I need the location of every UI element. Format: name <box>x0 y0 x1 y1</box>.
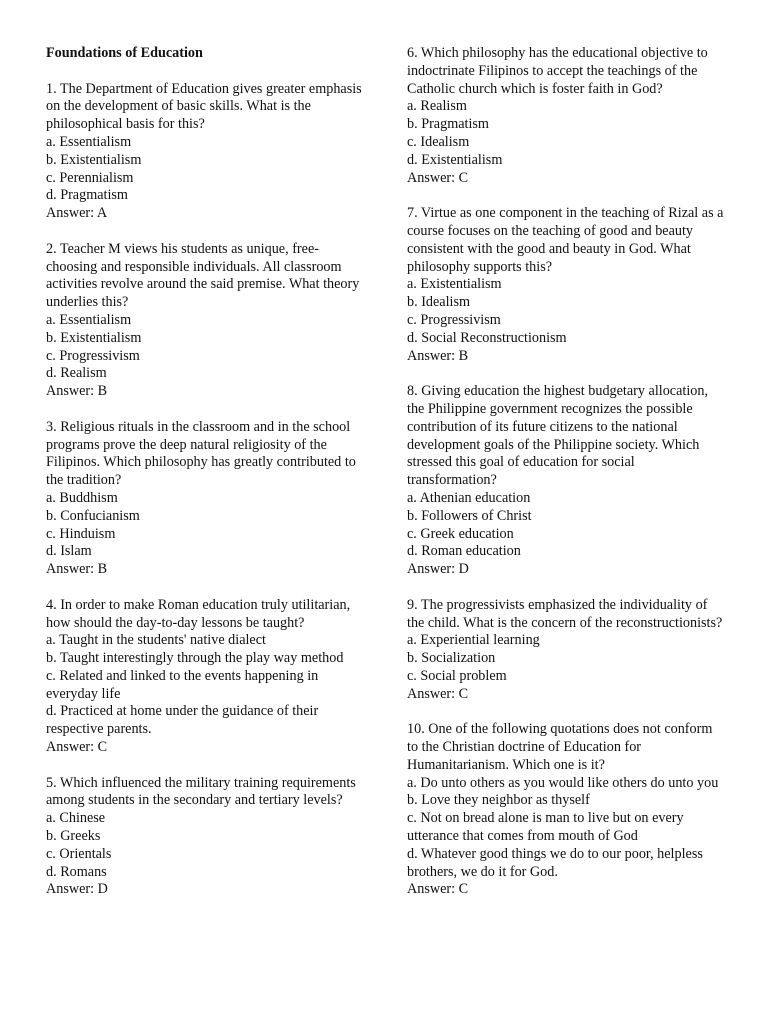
answer: Answer: C <box>407 881 469 898</box>
option-c: c. Orientals <box>46 845 112 862</box>
option-d: d. Whatever good things we do to our poor, helpless brothers, we do it for God. <box>407 845 703 880</box>
question-4 <box>46 597 368 757</box>
question-text: 10. One of the following quotations does not conform to the Christian doctrine of Education for Humanitarianism. Which one is it? <box>407 721 713 773</box>
question-text: 7. Virtue as one component in the teaching of Rizal as a course focuses on the teaching of good and beauty consistent with the good and beauty in God. What philosophy supports this? <box>407 205 724 275</box>
left-column <box>46 45 368 917</box>
option-b: b. Existentialism <box>46 329 142 346</box>
option-b: b. Love they neighbor as thyself <box>407 792 590 809</box>
option-b: b. Socialization <box>407 650 496 667</box>
option-a: a. Chinese <box>46 810 106 827</box>
question-text: 8. Giving education the highest budgetary allocation, the Philippine government recognizes the possible contribution of its future citizens to the national development goals of the Philippine society. Which stressed this goal of education for social transformation? <box>407 383 709 489</box>
option-a: a. Taught in the students' native dialect <box>46 632 266 649</box>
option-d: d. Islam <box>46 543 92 560</box>
option-d: d. Existentialism <box>407 151 503 168</box>
question-text: 2. Teacher M views his students as unique, free-choosing and responsible individuals. All classroom activities revolve around the said premise. What theory underlies this? <box>46 240 360 311</box>
option-d: d. Realism <box>46 365 107 382</box>
answer: Answer: C <box>407 169 469 186</box>
option-c: c. Hinduism <box>46 525 116 542</box>
option-c: c. Perennialism <box>46 169 134 186</box>
option-d: d. Social Reconstructionism <box>407 329 567 346</box>
option-b: b. Confucianism <box>46 507 140 524</box>
option-a: a. Buddhism <box>46 489 118 506</box>
option-a: a. Essentialism <box>46 311 132 328</box>
question-10 <box>407 721 725 899</box>
option-d: d. Roman education <box>407 543 521 560</box>
answer: Answer: C <box>46 739 108 756</box>
option-d: d. Practiced at home under the guidance of their respective parents. <box>46 703 319 738</box>
option-a: a. Do unto others as you would like others do unto you <box>407 774 719 791</box>
answer: Answer: B <box>46 561 108 578</box>
option-b: b. Existentialism <box>46 151 142 168</box>
question-text: 9. The progressivists emphasized the individuality of the child. What is the concern of the reconstructionists? <box>407 596 723 631</box>
option-c: c. Related and linked to the events happening in everyday life <box>46 667 319 702</box>
option-a: a. Essentialism <box>46 133 132 150</box>
right-column <box>407 45 725 917</box>
question-text: 1. The Department of Education gives greater emphasis on the development of basic skills. What is the philosophical basis for this? <box>46 80 362 133</box>
question-text: 3. Religious rituals in the classroom and in the school programs prove the deep natural religiosity of the Filipinos. Which philosophy has greatly contributed to the tradition? <box>46 418 356 489</box>
question-3 <box>46 419 368 579</box>
option-c: c. Social problem <box>407 667 507 684</box>
option-c: c. Greek education <box>407 525 514 542</box>
option-c: c. Progressivism <box>407 311 501 328</box>
option-b: b. Greeks <box>46 828 101 845</box>
option-b: b. Pragmatism <box>407 116 489 133</box>
option-b: b. Idealism <box>407 294 471 311</box>
question-9 <box>407 597 725 704</box>
option-d: d. Pragmatism <box>46 187 128 204</box>
option-b: b. Followers of Christ <box>407 507 532 524</box>
answer: Answer: C <box>407 685 469 702</box>
question-text: 5. Which influenced the military training requirements among students in the secondary and tertiary levels? <box>46 774 356 809</box>
question-text: 4. In order to make Roman education truly utilitarian, how should the day-to-day lessons be taught? <box>46 596 351 631</box>
answer: Answer: B <box>407 347 469 364</box>
question-7 <box>407 205 725 365</box>
option-a: a. Athenian education <box>407 489 531 506</box>
question-6 <box>407 45 725 187</box>
answer: Answer: D <box>46 881 108 898</box>
answer: Answer: A <box>46 205 108 222</box>
question-1 <box>46 81 368 223</box>
question-5 <box>46 775 368 900</box>
document-title: Foundations of Education <box>46 45 203 61</box>
question-8 <box>407 383 725 579</box>
option-c: c. Progressivism <box>46 347 140 364</box>
option-c: c. Not on bread alone is man to live but on every utterance that comes from mouth of God <box>407 810 684 845</box>
option-c: c. Idealism <box>407 133 470 150</box>
option-b: b. Taught interestingly through the play way method <box>46 650 344 667</box>
answer: Answer: D <box>407 561 469 578</box>
question-2 <box>46 241 368 401</box>
option-a: a. Existentialism <box>407 276 502 293</box>
option-a: a. Realism <box>407 98 467 115</box>
answer: Answer: B <box>46 383 108 400</box>
option-a: a. Experiential learning <box>407 632 540 649</box>
question-text: 6. Which philosophy has the educational objective to indoctrinate Filipinos to accept the teachings of the Catholic church which is foster faith in God? <box>407 45 708 97</box>
option-d: d. Romans <box>46 863 107 880</box>
